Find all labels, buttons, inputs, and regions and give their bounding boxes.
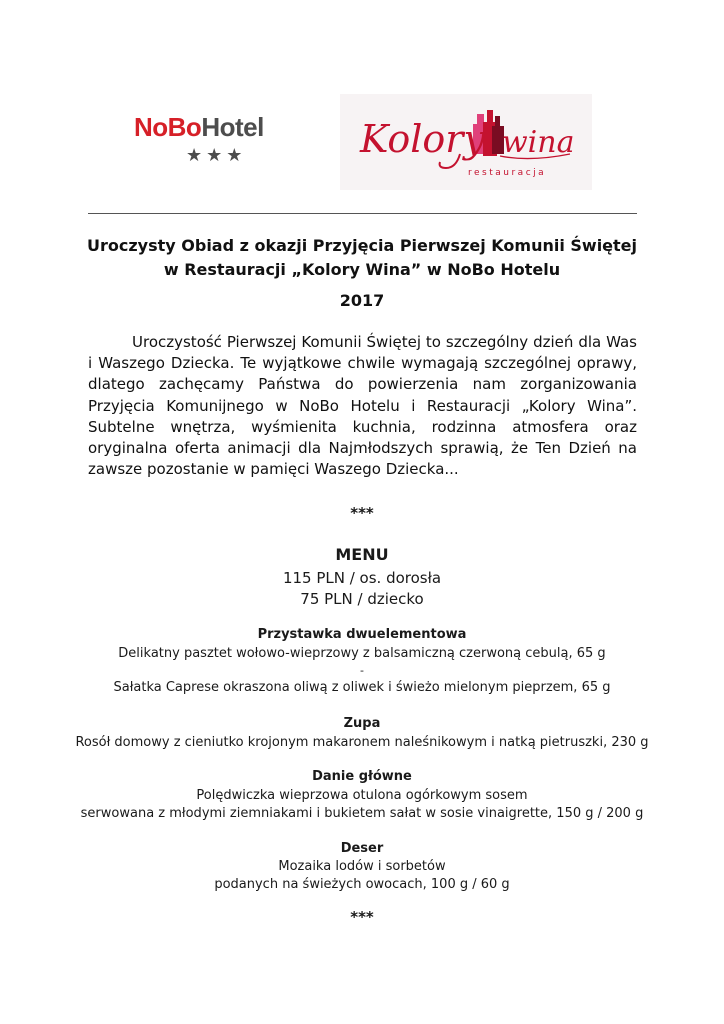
separator-stars: *** [350,504,374,522]
dish-line: podanych na świeżych owocach, 100 g / 60 g [214,877,510,892]
wina-wordmark: wina [502,125,575,160]
dish-line: Polędwiczka wieprzowa otulona ogórkowym sosem [196,788,528,803]
nobo-hotel-logo [134,112,296,170]
dish-line: Delikatny pasztet wołowo-wieprzowy z balsamiczną czerwoną cebulą, 65 g [118,646,606,661]
hotel-wordmark-part: Hotel [201,112,264,142]
section-heading-soup: Zupa [343,716,381,731]
intro-paragraph [88,332,637,480]
nobo-wordmark-part: NoBo [134,112,202,142]
nobo-hotel-wordmark [134,112,264,142]
kolory-wordmark: Kolory [360,117,485,161]
title-year: 2017 [339,291,385,310]
dish-line: serwowana z młodymi ziemniakami i bukietem sałat w sosie vinaigrette, 150 g / 200 g [80,806,644,821]
restauracja-subtitle: restauracja [468,168,547,178]
section-heading-main-course: Danie główne [312,769,412,784]
title-line-1: Uroczysty Obiad z okazji Przyjęcia Pierwszej Komunii Świętej [86,236,638,255]
dish-line: Sałatka Caprese okraszona oliwą z oliwek i świeżo mielonym pieprzem, 65 g [113,680,611,695]
dish-line: Rosół domowy z cieniutko krojonym makaronem naleśnikowym i natką pietruszki, 230 g [75,735,649,750]
dish-divider: - [360,664,364,677]
hotel-stars-icon: ★★★ [186,145,247,165]
dish-line: Mozaika lodów i sorbetów [278,859,446,874]
title-line-2: w Restauracji „Kolory Wina” w NoBo Hotelu [163,260,561,279]
menu-title: MENU [335,545,389,564]
header-divider [88,213,637,214]
kolory-wina-logo [340,94,592,190]
kolory-wina-logo-graphic [340,94,592,190]
document-title [60,234,664,313]
intro-text: Uroczystość Pierwszej Komunii Świętej to szczególny dzień dla Was i Waszego Dziecka. Te wyjątkowe chwile wymagają szczególnej oprawy, dlatego zachęcamy Państwa do powierzenia nam zorganizowania Przyjęcia Komunijnego w NoBo Hotelu i Restauracji „Kolory Wina”. Subtelne wnętrza, wyśmienita kuchnia, rodzinna atmosfera oraz oryginalna oferta animacji dla Najmłodszych sprawią, że Ten Dzień na zawsze pozostanie w pamięci Waszego Dziecka... [88,333,637,479]
section-heading-appetizer: Przystawka dwuelementowa [257,627,467,642]
price-adult: 115 PLN / os. dorosła [282,569,442,587]
section-heading-dessert: Deser [340,841,384,856]
price-child: 75 PLN / dziecko [300,590,424,608]
separator-stars-bottom: *** [350,908,374,926]
